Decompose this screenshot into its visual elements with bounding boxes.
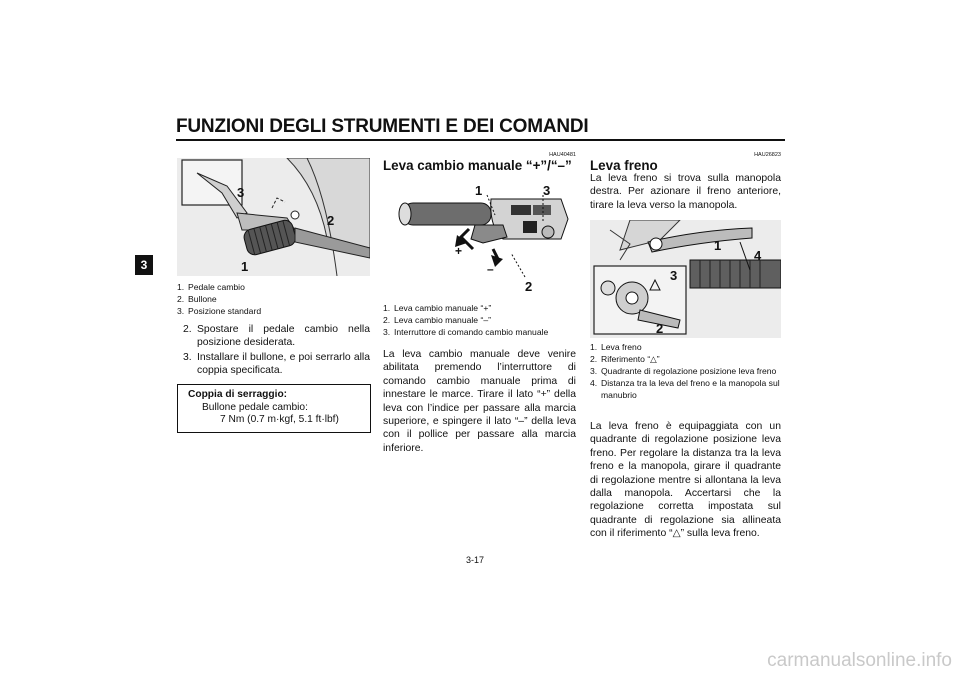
fig3-captions [590, 341, 781, 401]
fig2-label-2: 2 [525, 279, 533, 294]
section-ref-code: HAU26823 [754, 152, 781, 158]
brake-lever-body: La leva freno è equipaggiata con un quadrante di regolazione posizione leva freno. Per regolare la distanza tra la leva freno e la manopola, girare il quadrante di regolazione mentre si allontana la leva dalla manopola. Accertarsi che la regolazione corretta impostata sul quadrante di regolazione sia allineata con il riferimento “△” sulla leva freno. [590, 421, 781, 540]
step-item: 2. Spostare il pedale cambio nella posizione desiderata. [183, 324, 370, 349]
caption-item: 3. Interruttore di comando cambio manuale [383, 327, 549, 337]
page-number: 3-17 [466, 555, 485, 565]
brake-lever-intro: La leva freno si trova sulla manopola destra. Per azionare il freno anteriore, tirare la leva verso la manopola. [590, 173, 781, 211]
torque-item: Bullone pedale cambio: [202, 401, 308, 413]
fig3-label-4: 4 [754, 248, 762, 263]
brake-lever-illustration [590, 220, 781, 338]
caption-item: 3. Posizione standard [177, 306, 262, 316]
svg-text:+: + [455, 244, 463, 258]
section-ref-code: HAU40481 [549, 152, 576, 158]
shift-pedal-figure [177, 158, 370, 276]
fig3-label-1: 1 [714, 238, 722, 253]
section-title-brake-lever: Leva freno [590, 158, 658, 173]
shift-lever-body: La leva cambio manuale deve venire abilitata premendo l’interruttore di comando cambio manuale prima di innestare le marce. Tirare il lato “+” della leva con l’indice per passare alla marcia superiore, e spingere il lato “–” della leva con il pollice per passare alla marcia inferiore. [383, 349, 576, 454]
shift-lever-illustration [383, 177, 576, 295]
fig1-label-2: 2 [327, 213, 335, 228]
fig2-label-1: 1 [475, 183, 483, 198]
fig1-label-3: 3 [237, 185, 245, 200]
watermark: carmanualsonline.info [767, 650, 952, 671]
step-item: 3. Installare il bullone, e poi serrarlo alla coppia specificata. [183, 351, 370, 377]
caption-item: 2. Riferimento “△” [590, 354, 660, 364]
svg-text:–: – [487, 262, 494, 276]
section-title-shift-lever: Leva cambio manuale “+”/“–” [383, 158, 572, 173]
caption-item: 2. Bullone [177, 294, 217, 304]
shift-lever-figure [383, 177, 576, 295]
fig3-label-3: 3 [670, 268, 678, 283]
caption-item: 1. Leva cambio manuale “+” [383, 303, 492, 313]
caption-item: 2. Leva cambio manuale “–” [383, 315, 491, 325]
torque-spec-box [177, 384, 371, 433]
fig3-label-2: 2 [656, 321, 664, 336]
brake-lever-figure [590, 220, 781, 338]
caption-item: 3. Quadrante di regolazione posizione leva freno [590, 366, 777, 376]
fig1-captions [177, 281, 370, 317]
shift-pedal-illustration [177, 158, 370, 276]
header-rule [176, 139, 785, 141]
torque-value: 7 Nm (0.7 m·kgf, 5.1 ft·lbf) [220, 414, 339, 425]
fig2-captions [383, 302, 576, 338]
caption-item: 1. Pedale cambio [177, 282, 245, 292]
torque-title: Coppia di serraggio: [188, 389, 288, 400]
procedure-steps [177, 323, 370, 379]
page-title: FUNZIONI DEGLI STRUMENTI E DEI COMANDI [176, 116, 589, 137]
fig1-label-1: 1 [241, 259, 249, 274]
caption-item: 4. Distanza tra la leva del freno e la manopola sul manubrio [590, 378, 780, 400]
fig2-label-3: 3 [543, 183, 551, 198]
caption-item: 1. Leva freno [590, 342, 642, 352]
chapter-tab: 3 [135, 255, 153, 275]
